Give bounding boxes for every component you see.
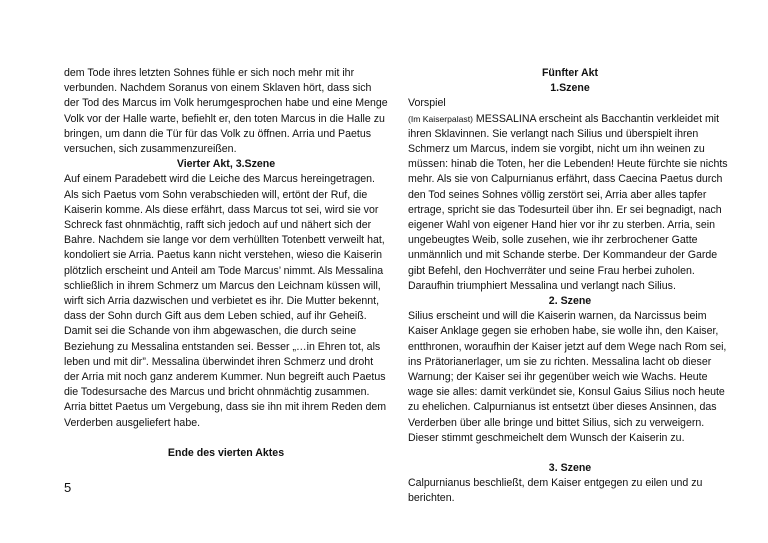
left-paragraph-2: Auf einem Paradebett wird die Leiche des Marcus hereingetragen. Als sich Paetus vom Sohn verabschieden will, ertönt der Ruf, die Kaiserin komme. Als diese erfährt, dass Marcus tot sei, wird sie vor Schreck fast ohnmächtig, rafft sich jedoch auf und nähert sich der Bahre. Nachdem sie lange vor dem verhüllten Totenbett verweilt hat, kondoliert sie Arria. Paetus kann nicht verstehen, wieso die Kaiserin plötzlich erscheint und Anteil am Tode Marcus’ nimmt. Als Messalina schließlich in ihrem Schmerz um Marcus den Leichnam küssen will, wirft sich Arria dazwischen und verbietet es ihr. Die Mutter bekennt, dass der Sohn durch Gift aus dem Leben schied, auf ihr Geheiß. Damit sei die Schande von ihm abgewaschen, die durch seine Beziehung zu Messalina entstanden sei. Besser „…in Ehren tot, als leben und mit dir”. Messalina überwindet ihren Schmerz und droht der Arria mit noch ganz anderem Kummer. Nun begreift auch Paetus die Todesursache des Marcus und bricht ohnmächtig zusammen. Arria bittet Paetus um Vergebung, dass sie ihn mit ihrem Reden dem Verderben ausgeliefert habe. <box>64 173 387 429</box>
scene-1-title: 1.Szene <box>550 82 590 95</box>
scene-2-title: 2. Szene <box>548 295 592 308</box>
page-number: 5 <box>64 480 72 495</box>
right-paragraph-2: Silius erscheint und will die Kaiserin warnen, da Narcissus beim Kaiser Anklage gegen sie erhoben habe, sie wolle ihn, den Kaiser, entthronen, woraufhin der Kaiser jetzt auf dem Wege nach Rom sei, ins Prätorianerlager, um sie zu richten. Messalina lacht ob dieser Warnung; der Kaiser sei ihr gegenüber weich wie Wachs. Heute wage sie alles: damit verkündet sie, Konsul Gaius Silius noch heute zu ehelichen. Calpurnianus ist entsetzt über dieses Ansinnen, das Verderben über alle bringe und bittet Silius, sich zu verweigern. Dieser stimmt geschmeichelt dem Wunsch der Kaiserin zu. <box>408 310 727 444</box>
scene-3-title: 3. Szene <box>548 462 592 475</box>
spacer <box>64 431 388 446</box>
act-title: Fünfter Akt <box>541 67 599 79</box>
left-paragraph-1: dem Tode ihres letzten Sohnes fühle er sich noch mehr mit ihr verbunden. Nachdem Soranus von einem Sklaven hört, dass sich der Tod des Marcus im Volk herumgesprochen habe und eine Menge Volk vor der Halle warte, befiehlt er, den toten Marcus in die Halle zu bringen, um dann die Tür für das Volk zu öffnen. Arria und Paetus versuchen, sich zusammenzureißen. <box>64 67 388 156</box>
end-of-act-heading: Ende des vierten Aktes <box>167 446 285 459</box>
scene-heading-act4-scene3: Vierter Akt, 3.Szene <box>176 158 276 171</box>
right-paragraph-1-text: MESSALINA erscheint als Bacchantin verkleidet mit ihren Sklavinnen. Sie verlangt nach Silius und überspielt ihren Schmerz um Marcus, indem sie vorgibt, nicht um ihn weinen zu müssen: hinab die Toten, her die Lebenden! Heute fürchte sie nichts mehr. Als sie von Calpurnianus erfährt, dass Caecina Paetus durch den Tod seines Sohnes völlig zerstört sei, Arria aber alles tapfer ertrage, spricht sie das Todesurteil über ihn. Er sei begnadigt, nach eigener Wahl von eigener Hand hier vor ihr zu sterben. Arria, sein ungebeugtes Weib, solle zusehen, wie ihr zerbrochener Gatte unmännlich und mit Schande sterbe. Der Kommandeur der Garde gibt Befehl, den Hochverräter und seine Frau herbei zuholen. Daraufhin triumphiert Messalina und verlangt nach Silius. <box>408 112 728 292</box>
stage-note: (Im Kaiserpalast) <box>408 113 473 124</box>
right-paragraph-3: Calpurnianus beschließt, dem Kaiser entgegen zu eilen und zu berichten. <box>408 477 703 505</box>
vorspiel-label: Vorspiel <box>408 97 446 110</box>
spacer <box>408 446 732 461</box>
left-column <box>64 66 388 461</box>
right-paragraph-1 <box>408 112 732 294</box>
right-column <box>408 66 732 507</box>
